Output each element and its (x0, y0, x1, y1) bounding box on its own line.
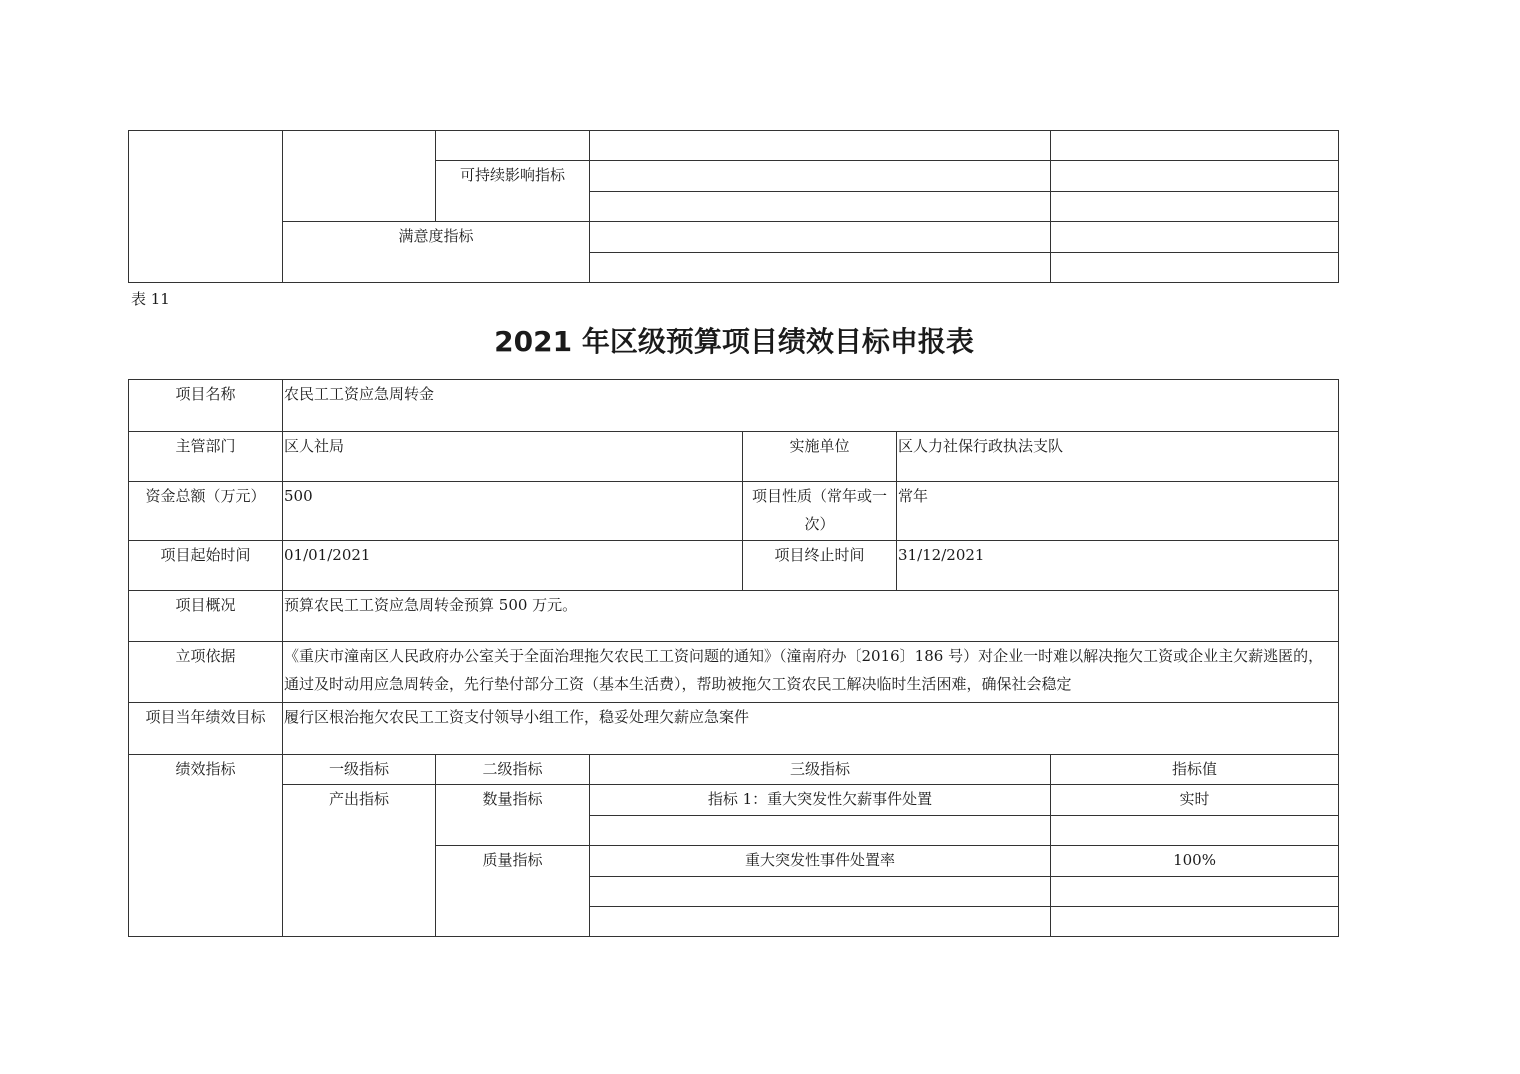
goal-value: 履行区根治拖欠农民工工资支付领导小组工作，稳妥处理欠薪应急案件 (283, 703, 1339, 755)
goal-label: 项目当年绩效目标 (129, 703, 283, 755)
overview-label: 项目概况 (129, 591, 283, 642)
dept-value: 区人社局 (283, 432, 743, 482)
satisfaction-indicator-label: 满意度指标 (283, 222, 590, 283)
budget-form-table (128, 379, 1339, 937)
indicator-1: 指标 1：重大突发性欠薪事件处置 (590, 785, 1051, 816)
project-name-label: 项目名称 (129, 380, 283, 432)
project-name-value: 农民工工资应急周转金 (283, 380, 1339, 432)
header-value: 指标值 (1051, 755, 1339, 785)
project-nature-value: 常年 (897, 482, 1339, 541)
header-level1: 一级指标 (283, 755, 436, 785)
indicator-2-value: 100% (1051, 846, 1339, 877)
end-time-value: 31/12/2021 (897, 541, 1339, 591)
quantity-indicator-label: 数量指标 (436, 785, 590, 846)
header-level2: 二级指标 (436, 755, 590, 785)
impl-unit-label: 实施单位 (743, 432, 897, 482)
project-nature-label: 项目性质（常年或一次） (743, 482, 897, 541)
basis-label: 立项依据 (129, 642, 283, 703)
table-caption: 表 11 (131, 290, 170, 308)
sustain-indicator-label: 可持续影响指标 (436, 161, 590, 222)
start-time-value: 01/01/2021 (283, 541, 743, 591)
perf-indicator-label: 绩效指标 (129, 755, 283, 937)
fund-total-value: 500 (283, 482, 743, 541)
quality-indicator-label: 质量指标 (436, 846, 590, 937)
basis-value: 《重庆市潼南区人民政府办公室关于全面治理拖欠农民工工资问题的通知》（潼南府办〔2016〕186 号）对企业一时难以解决拖欠工资或企业主欠薪逃匿的，通过及时动用应急周转金，先行垫付部分工资（基本生活费），帮助被拖欠工资农民工解决临时生活困难，确保社会稳定 (283, 642, 1339, 703)
header-level3: 三级指标 (590, 755, 1051, 785)
impl-unit-value: 区人力社保行政执法支队 (897, 432, 1339, 482)
indicator-1-value: 实时 (1051, 785, 1339, 816)
output-indicator-label: 产出指标 (283, 785, 436, 937)
continuation-table (128, 130, 1339, 283)
end-time-label: 项目终止时间 (743, 541, 897, 591)
fund-total-label: 资金总额（万元） (129, 482, 283, 541)
page-title: 2021 年区级预算项目绩效目标申报表 (494, 325, 974, 358)
overview-value: 预算农民工工资应急周转金预算 500 万元。 (283, 591, 1339, 642)
start-time-label: 项目起始时间 (129, 541, 283, 591)
indicator-2: 重大突发性事件处置率 (590, 846, 1051, 877)
dept-label: 主管部门 (129, 432, 283, 482)
